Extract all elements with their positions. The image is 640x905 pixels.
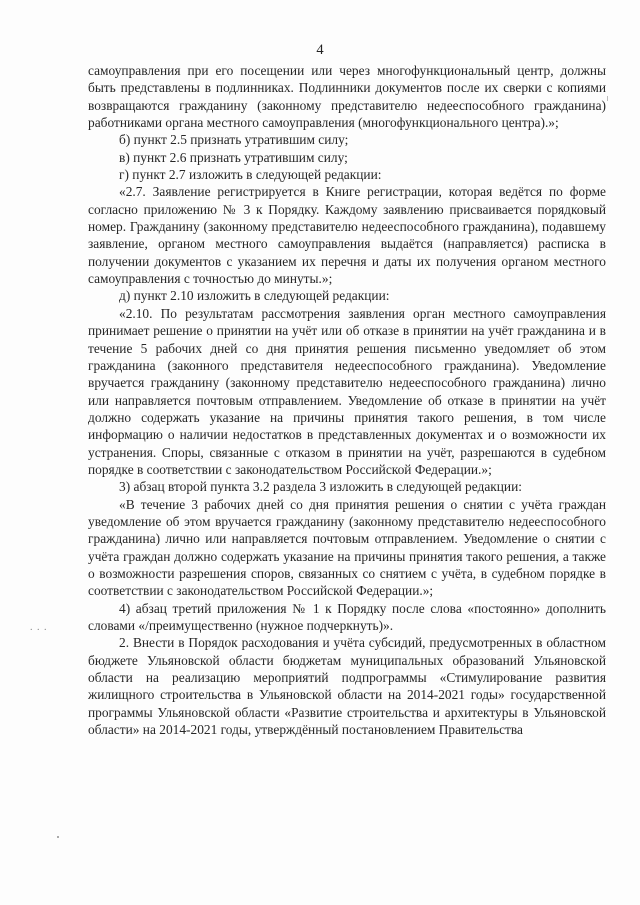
paragraph-item-b: б) пункт 2.5 признать утратившим силу; [119,132,349,148]
paragraph-quote-3-2: «В течение 3 рабочих дней со дня принятия решения о снятии с учёта граждан уведомление об этом вручается гражданину (законному представителю недееспособного гражданина) лично или направляется почтовым отправлением. Уведомление о снятии с учёта граждан должно содержать указание на причины принятия такого решения, а также о возможности разрешения споров, связанных со снятием с учёта, в судебном порядке в соответствии с законодательством Российской Федерации.»; [88,496,606,599]
paragraph-item-3: 3) абзац второй пункта 3.2 раздела 3 изложить в следующей редакции: [119,479,522,495]
page-number: 4 [316,42,324,58]
paragraph-item-g: г) пункт 2.7 изложить в следующей редакции: [119,167,382,183]
margin-dots: . . . [30,622,48,633]
scan-speck [57,836,59,838]
paragraph-item-4: 4) абзац третий приложения № 1 к Порядку после слова «постоянно» дополнить словами «/преимущественно (нужное подчеркнуть)». [88,600,606,633]
paragraph-quote-2-7: «2.7. Заявление регистрируется в Книге регистрации, которая ведётся по форме согласно приложению № 3 к Порядку. Каждому заявлению присваивается порядковый номер. Гражданину (законному представителю недееспособного гражданина), подавшему заявление, органом местного самоуправления выдаётся (направляется) расписка в получении документов с указанием их перечня и даты их получения органом местного самоуправления с точностью до минуты.»; [88,184,606,287]
paragraph-section-2: 2. Внести в Порядок расходования и учёта субсидий, предусмотренных в областном бюджете Ульяновской области бюджетам муниципальных образований Ульяновской области на реализацию мероприятий подпрограммы «Стимулирование развития жилищного строительства в Ульяновской области на 2014-2021 годы» государственной программы Ульяновской области «Развитие строительства и архитектуры в Ульяновской области» на 2014-2021 годы, утверждённый постановлением Правительства [88,635,606,738]
document-body [88,62,606,738]
paragraph-quote-2-10: «2.10. По результатам рассмотрения заявления орган местного самоуправления принимает решение о принятии на учёт или об отказе в принятии на учёт гражданина и в течение 5 рабочих дней со дня принятия решения письменно уведомляет об этом гражданина (законного представителя недееспособного гражданина). Уведомление вручается гражданину (законному представителю недееспособного гражданина) лично или направляется почтовым отправлением. Уведомление об отказе в принятии на учёт должно содержать указание на причины принятия такого решения, в том числе информацию о наличии недостатков в представленных документах и о возможности их устранения. Споры, связанные с отказом в принятии на учёт, разрешаются в судебном порядке в соответствии с законодательством Российской Федерации.»; [88,305,606,477]
scan-speck [607,96,608,101]
paragraph-item-d: д) пункт 2.10 изложить в следующей редакции: [119,288,390,304]
paragraph-continuation: самоуправления при его посещении или через многофункциональный центр, должны быть представлены в подлинниках. Подлинники документов после их сверки с копиями возвращаются гражданину (законному представителю недееспособного гражданина) работниками органа местного самоуправления (многофункционального центра).»; [88,63,606,131]
paragraph-item-v: в) пункт 2.6 признать утратившим силу; [119,149,348,165]
